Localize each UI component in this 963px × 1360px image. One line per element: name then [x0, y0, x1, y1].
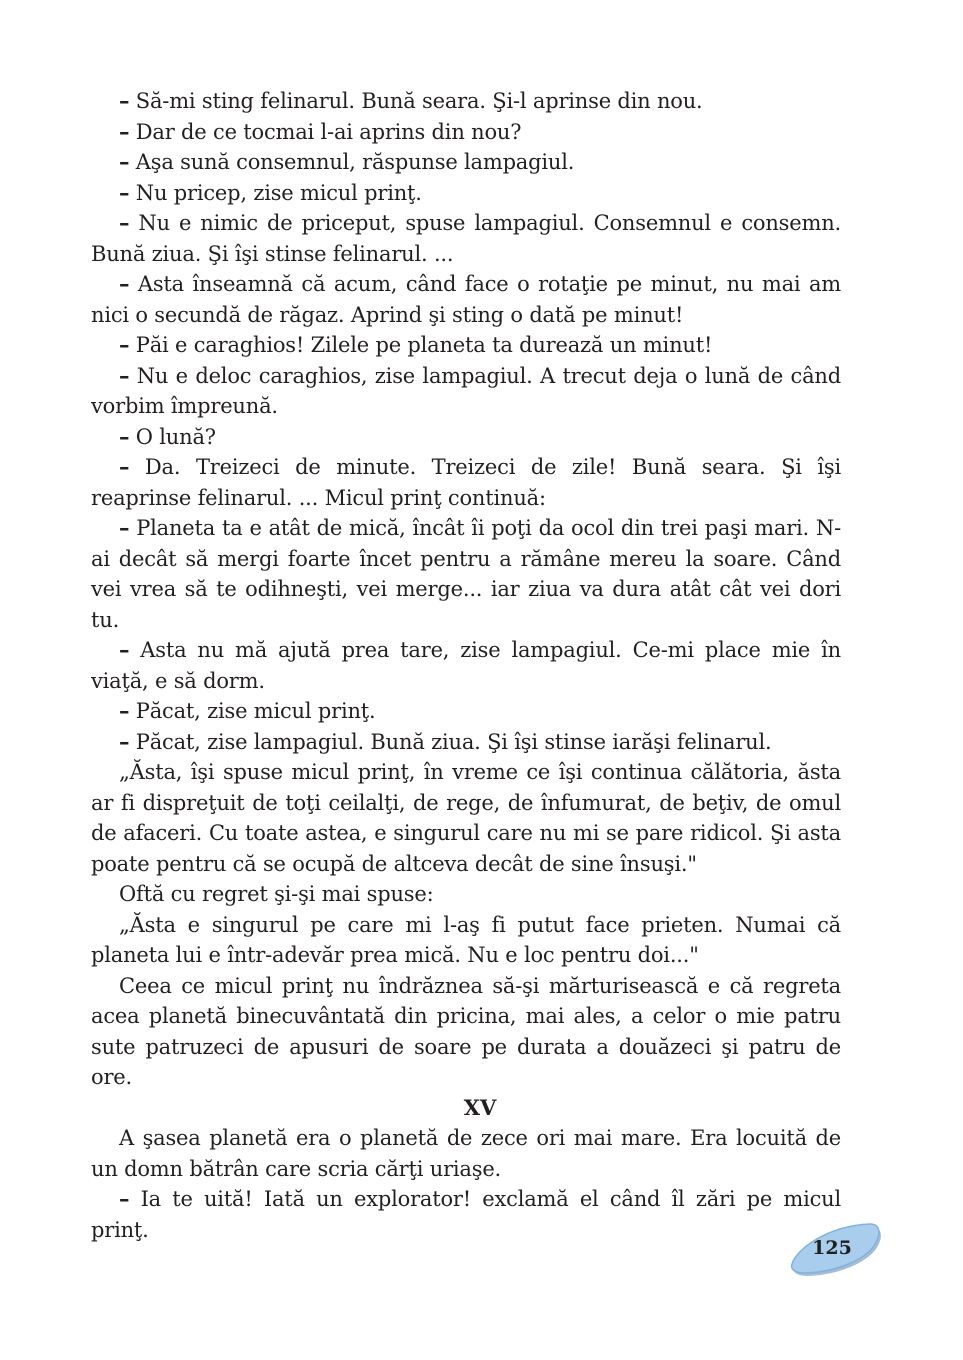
paragraph-text: Oftă cu regret şi-şi mai spuse: [119, 882, 434, 906]
paragraph [91, 269, 841, 330]
paragraph [91, 208, 841, 269]
paragraph [91, 1184, 841, 1245]
dialogue-dash: – [119, 149, 130, 174]
paragraph-text: Ia te uită! Iată un explorator! exclamă el când îl zări pe micul prinţ. [91, 1187, 841, 1242]
paragraph-text: Da. Treizeci de minute. Treizeci de zile! Bună seara. Şi îşi reaprinse felinarul. ... Micul prinţ continuă: [91, 455, 841, 510]
dialogue-dash: – [119, 423, 130, 449]
paragraph [91, 727, 841, 758]
paragraph-text: Asta nu mă ajută prea tare, zise lampagiul. Ce-mi place mie în viaţă, e să dorm. [91, 638, 841, 693]
paragraph [91, 635, 841, 696]
paragraph [91, 971, 841, 1093]
paragraph [91, 910, 841, 971]
paragraph-text: Ceea ce micul prinţ nu îndrăznea să-şi mărturisească e că regreta acea planetă binecuvântată din pricina, mai ales, a celor o mie patru sute patruzeci de apusuri de soare pe durata a douăzeci şi patru de ore. [91, 973, 841, 1089]
paragraph-text: Nu e nimic de priceput, spuse lampagiul. Consemnul e consemn. Bună ziua. Şi îşi stinse felinarul. ... [91, 211, 841, 266]
dialogue-dash: – [119, 454, 130, 479]
dialogue-dash: – [119, 1186, 130, 1211]
page-number-badge [786, 1220, 886, 1280]
dialogue-dash: – [119, 637, 130, 662]
page-body [91, 86, 841, 1245]
dialogue-dash: – [119, 698, 130, 723]
paragraph [91, 879, 841, 910]
paragraph [91, 422, 841, 453]
chapter-heading: XV [463, 1094, 497, 1120]
paragraph [91, 1123, 841, 1184]
paragraph [91, 147, 841, 178]
page-number: 125 [812, 1237, 852, 1259]
paragraph-text: Păcat, zise lampagiul. Bună ziua. Şi îşi stinse iarăşi felinarul. [129, 729, 772, 754]
paragraph-text: Nu e deloc caraghios, zise lampagiul. A trecut deja o lună de când vorbim împreună. [91, 363, 841, 418]
paragraph-text: „Ăsta e singurul pe care mi l-aş fi putut face prieten. Numai că planeta lui e într-adevăr prea mică. Nu e loc pentru doi..." [91, 912, 841, 967]
paragraph [91, 361, 841, 422]
paragraph [91, 757, 841, 879]
paragraph-text: O lună? [129, 424, 216, 449]
dialogue-dash: – [119, 271, 130, 296]
paragraph-text: Păi e caraghios! Zilele pe planeta ta durează un minut! [129, 333, 713, 357]
dialogue-dash: – [119, 210, 130, 235]
dialogue-dash: – [119, 179, 130, 205]
paragraph-text: Aşa sună consemnul, răspunse lampagiul. [129, 150, 575, 174]
text-block [91, 86, 841, 1093]
paragraph-text: Planeta ta e atât de mică, încât îi poţi da ocol din trei paşi mari. N-ai decât să mergi foarte încet pentru a rămâne mereu la soare. Când vei vrea să te odihneşti, vei merge... iar ziua va dura atât cât vei dori tu. [91, 516, 841, 632]
paragraph [91, 513, 841, 635]
paragraph [91, 696, 841, 727]
chapter-text-block [91, 1123, 841, 1245]
paragraph-text: Să-mi sting felinarul. Bună seara. Şi-l aprinse din nou. [129, 89, 703, 113]
dialogue-dash: – [119, 118, 130, 144]
paragraph-text: Asta înseamnă că acum, când face o rotaţie pe minut, nu mai am nici o secundă de răgaz. Aprind şi sting o dată pe minut! [91, 272, 841, 327]
dialogue-dash: – [119, 332, 130, 357]
dialogue-dash: – [119, 728, 130, 754]
paragraph [91, 330, 841, 361]
dialogue-dash: – [119, 515, 130, 540]
paragraph [91, 86, 841, 117]
paragraph [91, 452, 841, 513]
paragraph-text: „Ăsta, îşi spuse micul prinţ, în vreme ce îşi continua călătoria, ăsta ar fi dispreţuit de toţi ceilalţi, de rege, de înfumurat, de beţiv, de omul de afaceri. Cu toate astea, e singurul care nu mi se pare ridicol. Şi asta poate pentru că se ocupă de altceva decât de sine însuşi." [91, 760, 841, 876]
paragraph-text: A şasea planetă era o planetă de zece ori mai mare. Era locuită de un domn bătrân care scria cărţi uriaşe. [91, 1126, 841, 1181]
paragraph-text: Nu pricep, zise micul prinţ. [129, 180, 422, 205]
dialogue-dash: – [119, 88, 130, 113]
paragraph-text: Dar de ce tocmai l-ai aprins din nou? [129, 119, 522, 144]
paragraph-text: Păcat, zise micul prinţ. [129, 699, 376, 723]
paragraph [91, 117, 841, 148]
paragraph [91, 178, 841, 209]
dialogue-dash: – [119, 362, 130, 388]
